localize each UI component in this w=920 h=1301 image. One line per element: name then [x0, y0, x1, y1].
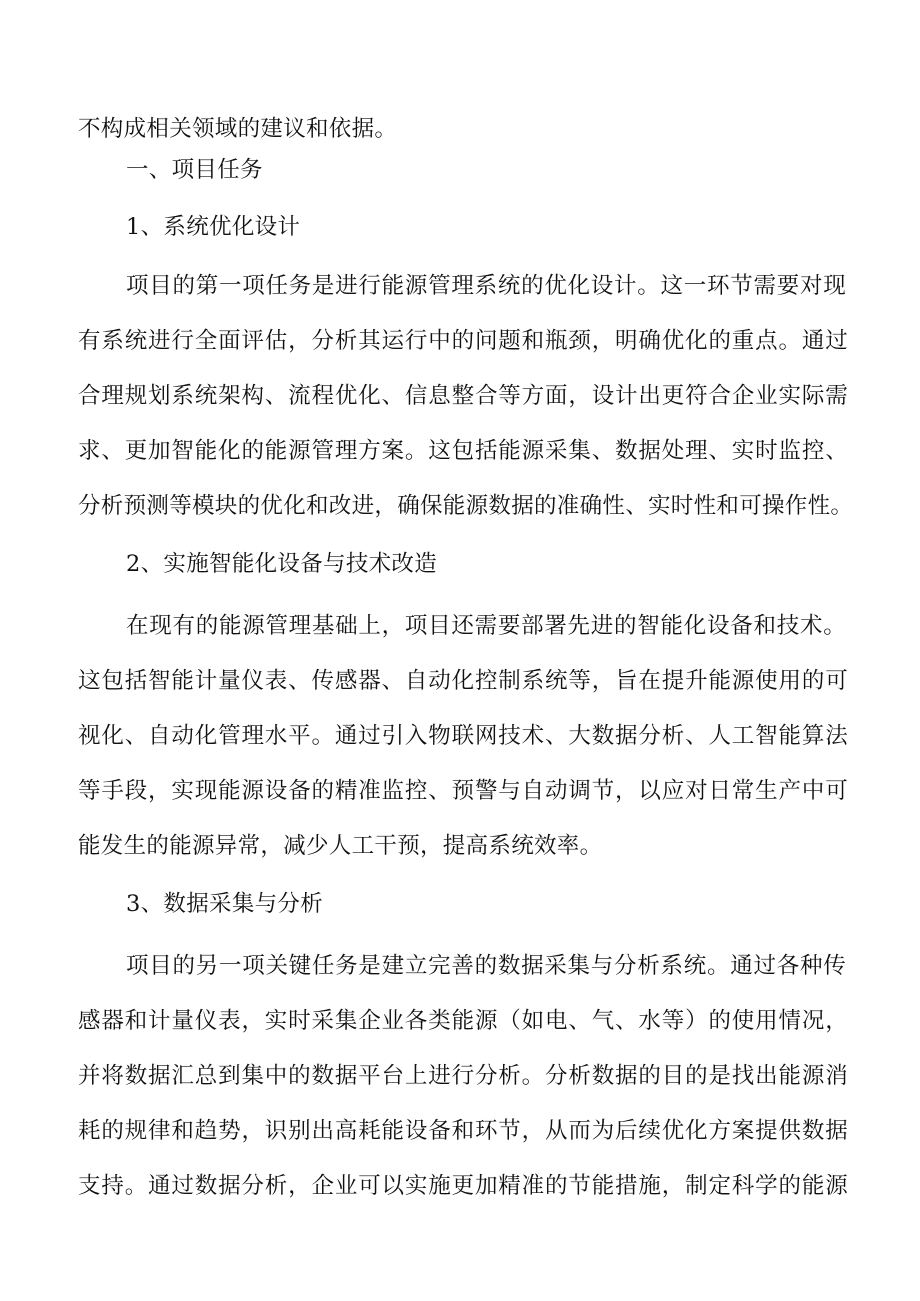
paragraph-line: 耗的规律和趋势，识别出高耗能设备和环节，从而为后续优化方案提供数据: [78, 1118, 848, 1144]
paragraph-line: 求、更加智能化的能源管理方案。这包括能源采集、数据处理、实时监控、: [78, 438, 848, 464]
section-heading: 3、数据采集与分析: [126, 891, 324, 917]
section-heading: 2、实施智能化设备与技术改造: [126, 551, 438, 577]
paragraph-line: 在现有的能源管理基础上，项目还需要部署先进的智能化设备和技术。: [126, 613, 846, 639]
paragraph-line: 视化、自动化管理水平。通过引入物联网技术、大数据分析、人工智能算法: [78, 723, 848, 749]
paragraph-line: 并将数据汇总到集中的数据平台上进行分析。分析数据的目的是找出能源消: [78, 1063, 848, 1089]
section-heading-main: 一、项目任务: [126, 157, 263, 183]
paragraph-line: 支持。通过数据分析，企业可以实施更加精准的节能措施，制定科学的能源: [78, 1173, 848, 1199]
paragraph-line: 分析预测等模块的优化和改进，确保能源数据的准确性、实时性和可操作性。: [78, 493, 854, 519]
paragraph-line: 项目的另一项关键任务是建立完善的数据采集与分析系统。通过各种传: [126, 953, 846, 979]
paragraph-line: 有系统进行全面评估，分析其运行中的问题和瓶颈，明确优化的重点。通过: [78, 328, 848, 354]
paragraph-line: 这包括智能计量仪表、传感器、自动化控制系统等，旨在提升能源使用的可: [78, 668, 848, 694]
paragraph-line: 感器和计量仪表，实时采集企业各类能源（如电、气、水等）的使用情况，: [78, 1008, 848, 1034]
section-heading: 1、系统优化设计: [126, 214, 301, 240]
paragraph-line: 合理规划系统架构、流程优化、信息整合等方面，设计出更符合企业实际需: [78, 383, 848, 409]
lead-line: 不构成相关领域的建议和依据。: [78, 116, 398, 142]
paragraph-line: 项目的第一项任务是进行能源管理系统的优化设计。这一环节需要对现: [126, 273, 846, 299]
paragraph-line: 能发生的能源异常，减少人工干预，提高系统效率。: [78, 833, 603, 859]
paragraph-line: 等手段，实现能源设备的精准监控、预警与自动调节，以应对日常生产中可: [78, 778, 848, 804]
